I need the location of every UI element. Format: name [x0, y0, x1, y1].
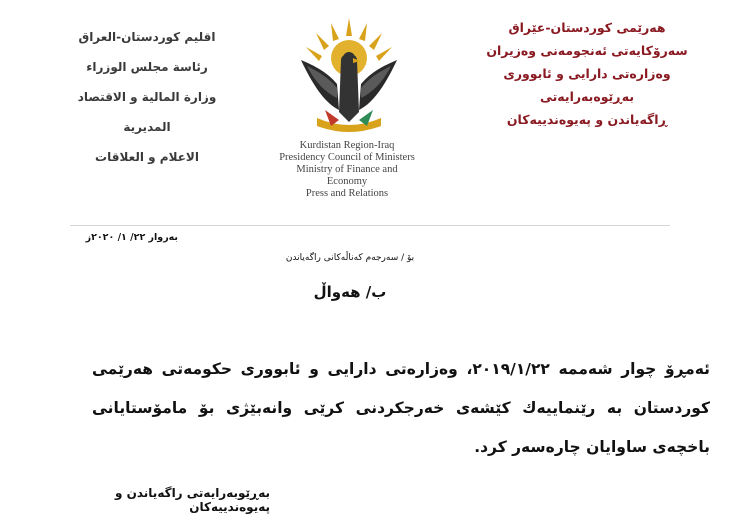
english-department-title: Press and Relations	[305, 188, 389, 199]
arabic-directorate-title: المديرية	[123, 120, 171, 134]
recipient-line: بۆ / سەرجەم کەناڵەکانی راگەیاندن	[285, 253, 415, 263]
kurdistan-emblem-icon	[287, 14, 411, 138]
body-paragraph: ئەمڕۆ چوار شەممە ٢٠١٩/١/٢٢، وەزارەتی دارایی و ئابووری حکومەتی هەرێمی کوردستان بە رێنماییەك کێشەی خەرجکردنی کرێی وانەبێژی بۆ مامۆستایانی باخچەی ساوایان چارەسەر کرد.	[92, 360, 710, 456]
english-council-title: Presidency Council of Ministers	[279, 152, 415, 163]
kurdish-council-title: سەرۆکایەتی ئەنجومەنی وەزیران	[486, 43, 688, 58]
arabic-council-title: رئاسة مجلس الوزراء	[86, 60, 208, 74]
kurdish-department-title: ڕاگەیاندن و پەیوەندییەکان	[506, 112, 668, 127]
kurdish-letterhead	[472, 16, 702, 131]
kurdish-region-title: هەرێمی کوردستان-عێراق	[508, 20, 666, 35]
kurdish-ministry-title: وەزارەتی دارایی و ئابووری	[503, 66, 671, 81]
english-region-title: Kurdistan Region-Iraq	[299, 140, 395, 151]
subject-line: ب/ هەواڵ	[313, 283, 387, 301]
arabic-department-title: الاعلام و العلاقات	[95, 150, 199, 164]
english-letterhead	[262, 140, 432, 200]
arabic-ministry-title: وزارة المالية و الاقتصاد	[77, 90, 217, 104]
english-ministry-title-cont: Economy	[326, 176, 368, 187]
header-divider	[70, 225, 670, 226]
document-date: بەروار ٢٢/ ١/ ٢٠٢٠ز	[85, 232, 178, 243]
english-ministry-title: Ministry of Finance and	[296, 164, 398, 175]
arabic-letterhead	[52, 22, 242, 172]
arabic-region-title: اقليم كوردستان-العراق	[78, 30, 216, 44]
kurdish-directorate-title: بەڕێوەبەرایەتی	[539, 89, 635, 104]
signature-line: بەڕێوبەرایەتی راگەیاندن و پەیوەندییەکان	[114, 486, 270, 514]
